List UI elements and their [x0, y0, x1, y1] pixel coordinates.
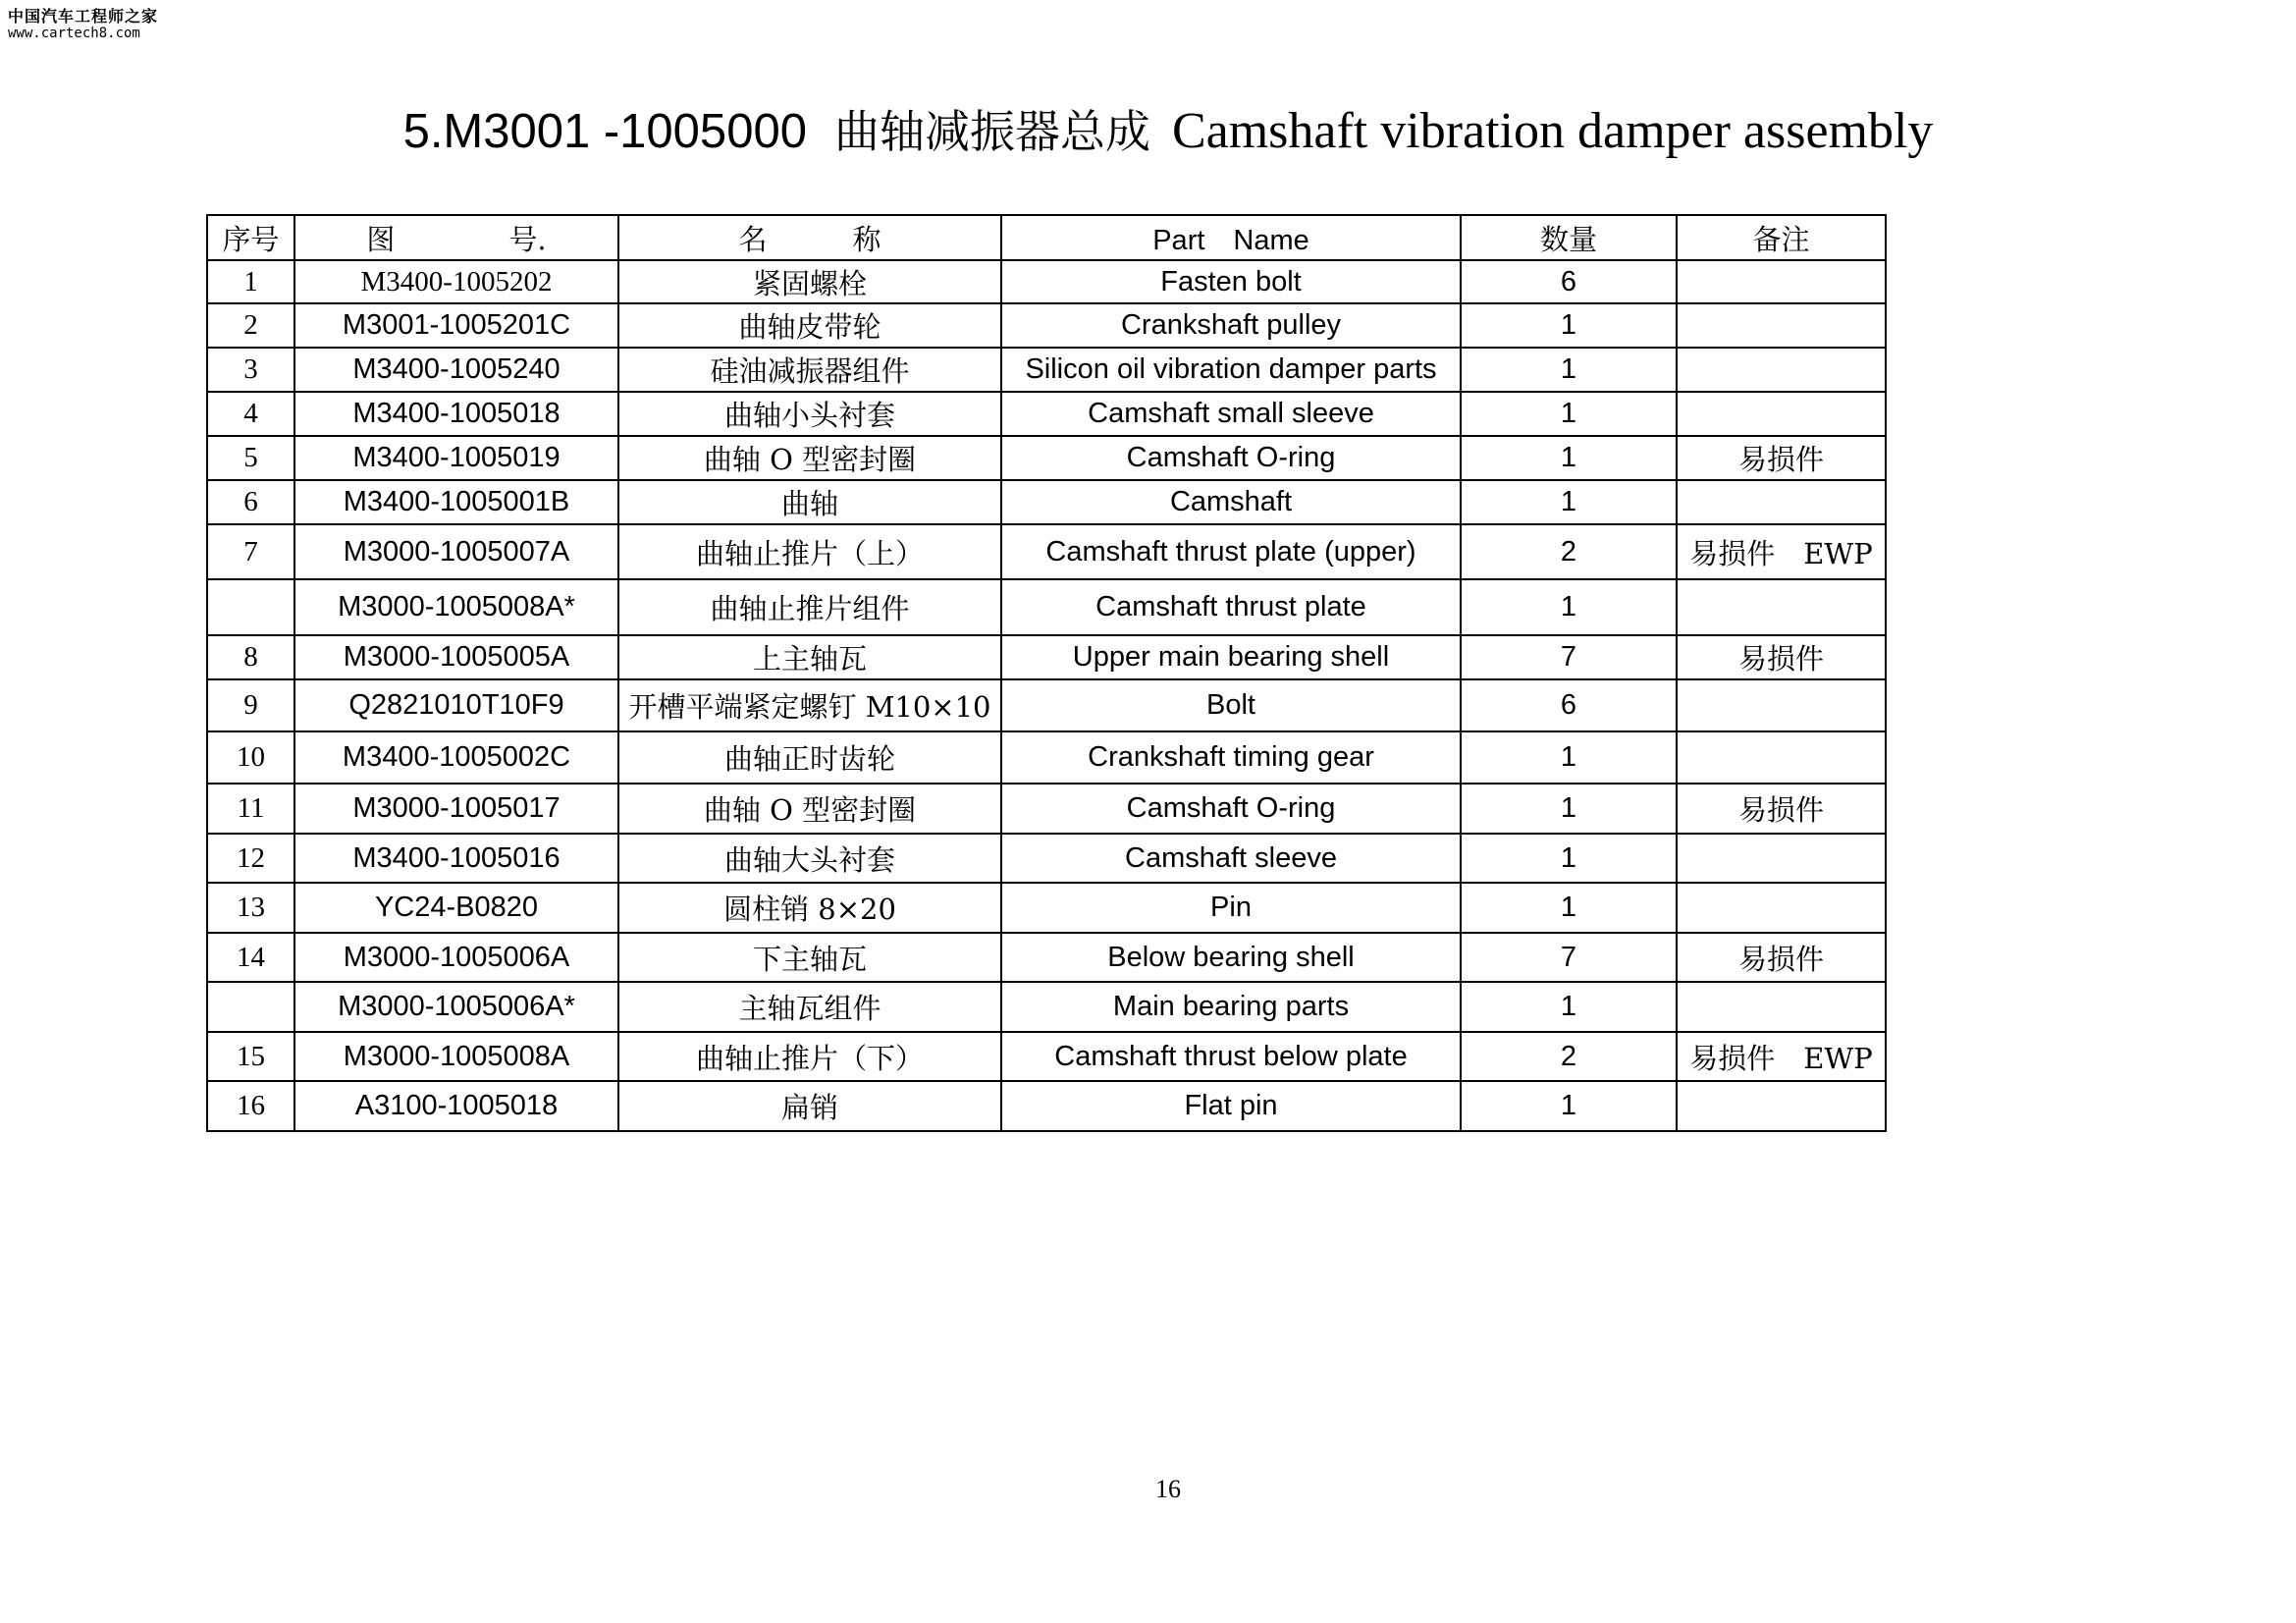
row-no: 12 — [207, 834, 294, 883]
row-code: M3000-1005008A* — [294, 579, 618, 635]
row-name-en: Camshaft O-ring — [1001, 784, 1461, 834]
row-qty: 1 — [1461, 579, 1677, 635]
row-name-cn: 曲轴止推片组件 — [618, 579, 1001, 635]
header-name-cn: 名 称 — [618, 215, 1001, 260]
row-qty: 2 — [1461, 1032, 1677, 1081]
row-name-en: Camshaft thrust below plate — [1001, 1032, 1461, 1081]
row-name-en: Silicon oil vibration damper parts — [1001, 348, 1461, 392]
table-row — [207, 260, 1886, 303]
row-code: M3400-1005018 — [294, 392, 618, 436]
row-no: 8 — [207, 635, 294, 679]
row-name-en: Crankshaft pulley — [1001, 303, 1461, 348]
table-row — [207, 303, 1886, 348]
row-note: 易损件 — [1677, 933, 1886, 982]
row-qty: 1 — [1461, 784, 1677, 834]
row-note — [1677, 392, 1886, 436]
row-qty: 7 — [1461, 635, 1677, 679]
row-name-cn: 上主轴瓦 — [618, 635, 1001, 679]
row-name-cn: 曲轴皮带轮 — [618, 303, 1001, 348]
table-row — [207, 579, 1886, 635]
row-name-en: Crankshaft timing gear — [1001, 731, 1461, 784]
row-no: 7 — [207, 524, 294, 579]
row-name-cn: 扁销 — [618, 1081, 1001, 1131]
row-code: M3400-1005240 — [294, 348, 618, 392]
page-number: 16 — [1155, 1475, 1181, 1503]
title-english: Camshaft vibration damper assembly — [1171, 103, 1934, 159]
row-name-en: Below bearing shell — [1001, 933, 1461, 982]
row-name-en: Camshaft sleeve — [1001, 834, 1461, 883]
table-row — [207, 392, 1886, 436]
row-qty: 1 — [1461, 303, 1677, 348]
table-row — [207, 348, 1886, 392]
row-qty: 1 — [1461, 1081, 1677, 1131]
header-no: 序号 — [207, 215, 294, 260]
row-no: 2 — [207, 303, 294, 348]
table-row — [207, 1081, 1886, 1131]
row-qty: 1 — [1461, 982, 1677, 1032]
row-name-cn: 曲轴大头衬套 — [618, 834, 1001, 883]
row-no: 16 — [207, 1081, 294, 1131]
row-note: 易损件 EWP — [1677, 524, 1886, 579]
table-row — [207, 1032, 1886, 1081]
row-no: 15 — [207, 1032, 294, 1081]
table-row — [207, 480, 1886, 524]
row-name-cn: 下主轴瓦 — [618, 933, 1001, 982]
watermark-url: www.cartech8.com — [8, 26, 140, 42]
row-name-cn: 紧固螺栓 — [618, 260, 1001, 303]
row-no: 13 — [207, 883, 294, 933]
row-no: 3 — [207, 348, 294, 392]
watermark-site-name: 中国汽车工程师之家 — [8, 7, 159, 26]
row-note — [1677, 303, 1886, 348]
parts-table — [206, 214, 1887, 1132]
row-qty: 1 — [1461, 392, 1677, 436]
row-code: M3000-1005006A — [294, 933, 618, 982]
header-quantity: 数量 — [1461, 215, 1677, 260]
table-row — [207, 834, 1886, 883]
row-code: M3000-1005017 — [294, 784, 618, 834]
row-note — [1677, 731, 1886, 784]
row-qty: 1 — [1461, 834, 1677, 883]
row-name-en: Pin — [1001, 883, 1461, 933]
row-name-en: Camshaft — [1001, 480, 1461, 524]
table-row — [207, 436, 1886, 480]
row-code: M3400-1005202 — [294, 260, 618, 303]
row-name-en: Upper main bearing shell — [1001, 635, 1461, 679]
row-no: 1 — [207, 260, 294, 303]
row-qty: 7 — [1461, 933, 1677, 982]
row-qty: 1 — [1461, 883, 1677, 933]
row-name-en: Fasten bolt — [1001, 260, 1461, 303]
row-note — [1677, 1081, 1886, 1131]
row-no — [207, 579, 294, 635]
row-code: M3001-1005201C — [294, 303, 618, 348]
row-name-en: Camshaft O-ring — [1001, 436, 1461, 480]
row-name-cn: 曲轴小头衬套 — [618, 392, 1001, 436]
row-code: M3000-1005005A — [294, 635, 618, 679]
row-qty: 1 — [1461, 731, 1677, 784]
row-qty: 1 — [1461, 480, 1677, 524]
row-note: 易损件 — [1677, 436, 1886, 480]
row-qty: 6 — [1461, 260, 1677, 303]
row-code: M3000-1005007A — [294, 524, 618, 579]
row-name-cn: 圆柱销 8×20 — [618, 883, 1001, 933]
header-note: 备注 — [1677, 215, 1886, 260]
row-name-cn: 硅油减振器组件 — [618, 348, 1001, 392]
row-name-en: Camshaft thrust plate (upper) — [1001, 524, 1461, 579]
row-name-cn: 开槽平端紧定螺钉 M10×10 — [618, 679, 1001, 731]
row-note: 易损件 — [1677, 635, 1886, 679]
row-code: Q2821010T10F9 — [294, 679, 618, 731]
row-no: 4 — [207, 392, 294, 436]
table-row — [207, 524, 1886, 579]
row-name-en: Camshaft small sleeve — [1001, 392, 1461, 436]
table-row — [207, 933, 1886, 982]
row-name-cn: 曲轴止推片（上） — [618, 524, 1001, 579]
row-code: YC24-B0820 — [294, 883, 618, 933]
row-qty: 2 — [1461, 524, 1677, 579]
row-note — [1677, 679, 1886, 731]
row-note: 易损件 EWP — [1677, 1032, 1886, 1081]
row-name-cn: 曲轴 O 型密封圈 — [618, 436, 1001, 480]
row-name-en: Flat pin — [1001, 1081, 1461, 1131]
header-part-name: Part Name — [1001, 215, 1461, 260]
row-no: 6 — [207, 480, 294, 524]
table-row — [207, 731, 1886, 784]
row-no: 10 — [207, 731, 294, 784]
row-name-en: Camshaft thrust plate — [1001, 579, 1461, 635]
row-note — [1677, 260, 1886, 303]
row-code: M3000-1005006A* — [294, 982, 618, 1032]
title-code: 5.M3001 -1005000 — [402, 105, 807, 158]
row-qty: 1 — [1461, 348, 1677, 392]
row-name-cn: 曲轴 O 型密封圈 — [618, 784, 1001, 834]
row-no: 11 — [207, 784, 294, 834]
row-note — [1677, 834, 1886, 883]
table-row — [207, 883, 1886, 933]
row-no: 9 — [207, 679, 294, 731]
row-name-en: Main bearing parts — [1001, 982, 1461, 1032]
row-note — [1677, 480, 1886, 524]
title-chinese: 曲轴减振器总成 — [833, 105, 1150, 158]
document-title — [0, 96, 2296, 161]
row-name-cn: 曲轴 — [618, 480, 1001, 524]
row-no: 14 — [207, 933, 294, 982]
row-code: A3100-1005018 — [294, 1081, 618, 1131]
row-code: M3400-1005002C — [294, 731, 618, 784]
row-note — [1677, 883, 1886, 933]
table-row — [207, 635, 1886, 679]
row-code: M3000-1005008A — [294, 1032, 618, 1081]
row-name-cn: 曲轴止推片（下） — [618, 1032, 1001, 1081]
row-note — [1677, 982, 1886, 1032]
row-note — [1677, 348, 1886, 392]
header-figure-no: 图 号. — [294, 215, 618, 260]
row-code: M3400-1005016 — [294, 834, 618, 883]
row-name-cn: 主轴瓦组件 — [618, 982, 1001, 1032]
row-name-en: Bolt — [1001, 679, 1461, 731]
table-row — [207, 784, 1886, 834]
table-row — [207, 982, 1886, 1032]
table-header-row — [207, 215, 1886, 260]
row-note: 易损件 — [1677, 784, 1886, 834]
row-qty: 1 — [1461, 436, 1677, 480]
table-row — [207, 679, 1886, 731]
row-code: M3400-1005001B — [294, 480, 618, 524]
watermark — [8, 8, 158, 41]
row-no: 5 — [207, 436, 294, 480]
row-no — [207, 982, 294, 1032]
row-code: M3400-1005019 — [294, 436, 618, 480]
row-name-cn: 曲轴正时齿轮 — [618, 731, 1001, 784]
row-qty: 6 — [1461, 679, 1677, 731]
row-note — [1677, 579, 1886, 635]
